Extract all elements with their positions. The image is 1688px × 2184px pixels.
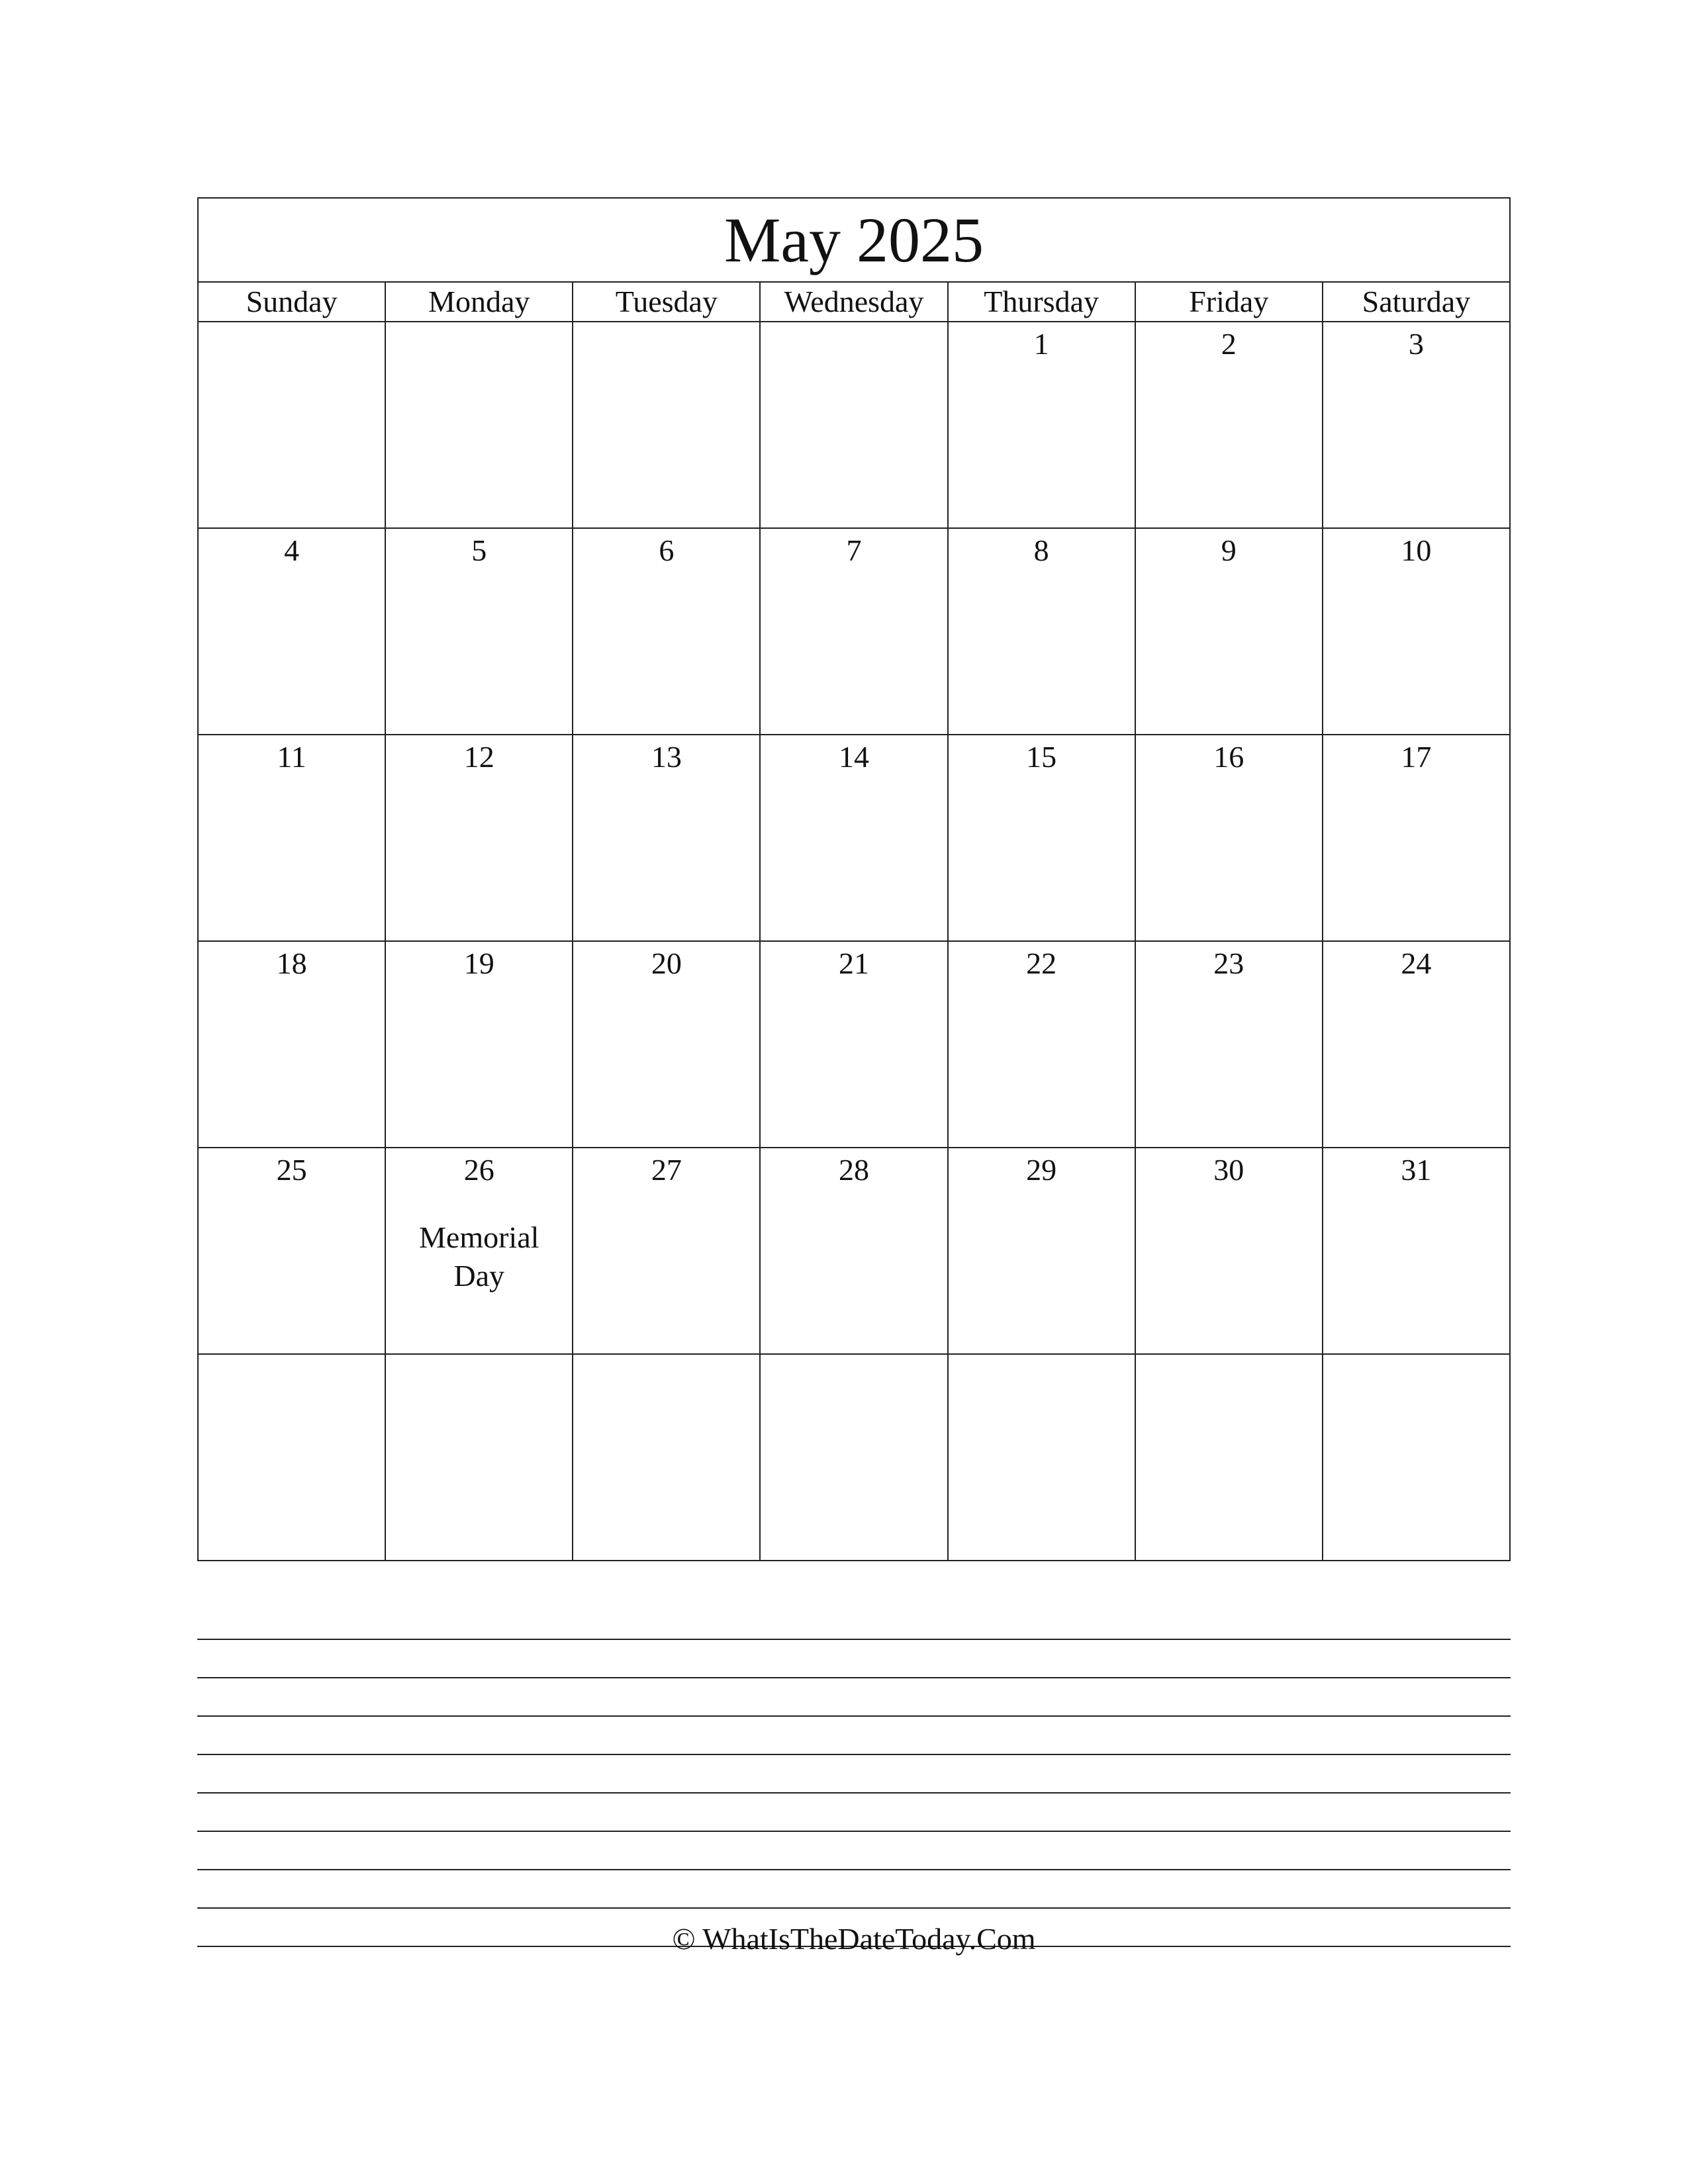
note-line[interactable] [197,1755,1511,1794]
day-cell [385,735,573,941]
day-number: 9 [1221,533,1237,567]
weekday-friday: Friday [1135,282,1323,322]
day-number: 2 [1221,327,1237,361]
day-number: 19 [463,946,494,980]
day-number: 16 [1213,740,1244,774]
day-cell [198,528,385,735]
day-number [573,1355,759,1361]
weekday-thursday: Thursday [948,282,1135,322]
day-cell [760,1354,947,1561]
day-number: 26 [463,1153,494,1187]
day-cell [760,528,947,735]
day-number [386,1355,572,1361]
day-cell [948,1148,1135,1354]
day-cell [573,735,760,941]
day-number: 17 [1401,740,1432,774]
day-number: 11 [277,740,306,774]
day-number: 1 [1033,327,1049,361]
week-row [198,941,1510,1148]
day-cell [198,322,385,528]
day-number: 18 [276,946,307,980]
day-cell [760,735,947,941]
day-number [761,1355,947,1361]
week-row [198,1354,1510,1561]
day-cell [760,941,947,1148]
day-cell [385,322,573,528]
day-number: 28 [838,1153,869,1187]
day-cell [1135,1354,1323,1561]
day-number: 24 [1401,946,1432,980]
day-cell [948,1354,1135,1561]
day-cell [198,735,385,941]
week-row [198,735,1510,941]
day-cell [1323,735,1510,941]
day-cell [1135,1148,1323,1354]
day-number: 27 [651,1153,682,1187]
note-line[interactable] [197,1832,1511,1870]
day-cell [948,528,1135,735]
calendar-table [197,197,1511,1561]
day-cell [198,941,385,1148]
day-number [949,1355,1135,1361]
day-number: 30 [1213,1153,1244,1187]
day-number: 10 [1401,533,1432,567]
day-number: 5 [471,533,487,567]
day-cell [198,1148,385,1354]
day-number: 23 [1213,946,1244,980]
day-cell [760,1148,947,1354]
day-number: 20 [651,946,682,980]
note-line[interactable] [197,1602,1511,1640]
note-line[interactable] [197,1870,1511,1909]
day-cell [1135,941,1323,1148]
calendar-body [198,322,1510,1561]
weekday-sunday: Sunday [198,282,385,322]
note-line[interactable] [197,1678,1511,1717]
day-number: 13 [651,740,682,774]
day-cell [385,1148,573,1354]
week-row [198,1148,1510,1354]
day-number [573,322,759,329]
day-number: 21 [838,946,869,980]
day-cell [1323,528,1510,735]
weekday-wednesday: Wednesday [760,282,947,322]
calendar-title: May 2025 [198,198,1510,282]
day-number [386,322,572,329]
day-number [199,1355,385,1361]
day-number: 7 [846,533,862,567]
day-number: 29 [1026,1153,1057,1187]
day-cell [1323,322,1510,528]
day-cell [198,1354,385,1561]
day-cell [573,1354,760,1561]
day-cell [1323,941,1510,1148]
day-number: 25 [276,1153,307,1187]
day-number: 12 [463,740,494,774]
day-cell [1135,735,1323,941]
weekday-tuesday: Tuesday [573,282,760,322]
day-cell [573,941,760,1148]
weekday-header-row [198,282,1510,322]
day-number: 4 [284,533,300,567]
notes-lines [197,1602,1511,1947]
holiday-label: Memorial Day [419,1220,539,1293]
footer-copyright: © WhatIsTheDateToday.Com [672,1922,1036,1956]
title-row [198,198,1510,282]
day-number [761,322,947,329]
day-number [1323,1355,1509,1361]
note-line[interactable] [197,1717,1511,1755]
day-cell [1323,1354,1510,1561]
week-row [198,322,1510,528]
day-cell [1135,322,1323,528]
day-number: 6 [659,533,675,567]
note-line[interactable] [197,1794,1511,1832]
day-number [1136,1355,1322,1361]
day-cell [1323,1148,1510,1354]
day-cell [948,941,1135,1148]
day-cell [573,1148,760,1354]
day-cell [385,941,573,1148]
day-cell [760,322,947,528]
weekday-saturday: Saturday [1323,282,1510,322]
day-cell [1135,528,1323,735]
day-number: 8 [1033,533,1049,567]
day-cell [573,528,760,735]
day-cell [948,322,1135,528]
note-line[interactable] [197,1640,1511,1678]
day-number: 31 [1401,1153,1432,1187]
day-cell [573,322,760,528]
day-cell [385,528,573,735]
day-number: 15 [1026,740,1057,774]
day-number: 14 [838,740,869,774]
day-cell [385,1354,573,1561]
day-number: 3 [1408,327,1424,361]
week-row [198,528,1510,735]
day-cell [948,735,1135,941]
day-number: 22 [1026,946,1057,980]
weekday-monday: Monday [385,282,573,322]
day-number [199,322,385,329]
